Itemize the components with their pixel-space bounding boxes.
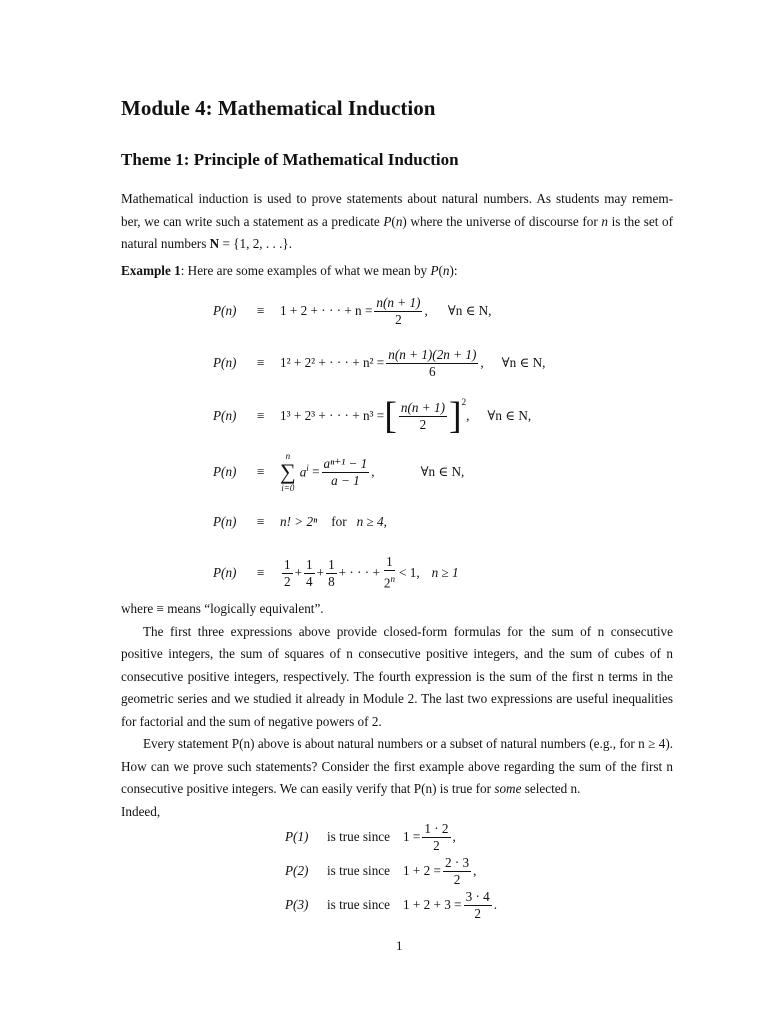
example-line: Example 1: Here are some examples of what we mean by P(n): bbox=[121, 263, 458, 278]
verify-2: P(2) is true since 1 + 2 = $\frac{2 \cdot 3}{2}$ , bbox=[285, 854, 477, 887]
intro-line-3a: set of natural numbers bbox=[121, 213, 673, 251]
eq4-den: a − 1 bbox=[331, 472, 360, 488]
indeed-line: Indeed, bbox=[121, 803, 161, 819]
eq3-tail: ∀n ∈ N, bbox=[487, 408, 532, 423]
v1-den: 2 bbox=[433, 837, 440, 853]
example-label: Example 1 bbox=[121, 263, 181, 278]
intro-line-1: Mathematical induction is used to prove statements about natural numbers. As students may remem- bbox=[121, 191, 673, 206]
verify-3: P(3) is true since 1 + 2 + 3 = $\frac{3 \cdot 4}{2}$ . bbox=[285, 888, 498, 921]
eq1-rel: ≡ bbox=[257, 303, 265, 318]
intro-line-2a: ber, we can write such a statement as a predicate bbox=[121, 213, 384, 229]
v2-text: is true since bbox=[327, 863, 390, 878]
v3-den: 2 bbox=[474, 905, 481, 921]
p2-l3a: the first n consecutive positive integers. We can easily verify that P(n) is true for bbox=[121, 758, 674, 796]
eq4-tail: ∀n ∈ N, bbox=[420, 464, 465, 479]
v2-num: 2 · 3 bbox=[444, 854, 470, 870]
body-paragraphs bbox=[121, 598, 673, 823]
v1-text: is true since bbox=[327, 829, 390, 844]
eq2-den: 6 bbox=[429, 363, 436, 379]
eq3-rhs: 1³ + 2³ + · · · + n³ = bbox=[280, 408, 385, 423]
eq5-mid: for bbox=[331, 514, 347, 529]
p2-l1: Every statement P(n) above is about natural numbers or a subset of natural numbers (e.g., for bbox=[143, 736, 635, 751]
sum-symbol: n ∑ i=0 bbox=[280, 451, 296, 493]
eq2-num: n(n + 1)(2n + 1) bbox=[388, 346, 477, 362]
v1-rhs: 1 = bbox=[403, 829, 421, 844]
intro-paragraph: Mathematical induction is used to prove statements about natural numbers. As students may remem- ber, we can write such a statement as a predicate P(n) where the universe of discourse for n is the set of natural numbers N = {1, 2, . . .}. bbox=[121, 191, 673, 251]
p1-l1: The first three expressions above provide closed-form formulas for the sum of n consecutive bbox=[143, 623, 673, 639]
equation-6: P(n) ≡ $\frac{1}{2}$ + $\frac{1}{4}$ + $\frac{1}{8}$ + · · · + $\frac{1}{2^n}$ < 1, n ≥ 1 bbox=[213, 554, 459, 591]
v2-lhs: P(2) bbox=[285, 863, 309, 878]
p1-l2: positive integers, the sum of squares of n consecutive positive integers, and the sum of cubes of bbox=[121, 646, 661, 661]
p1-l5: inequalities for factorial and the sum of negative powers of 2. bbox=[121, 691, 673, 729]
where-line: where ≡ means “logically equivalent”. bbox=[121, 601, 324, 616]
eq3-rel: ≡ bbox=[257, 408, 265, 423]
eq4-lhs: P(n) bbox=[213, 464, 237, 479]
v3-lhs: P(3) bbox=[285, 897, 309, 912]
intro-line-3b: = {1, 2, . . .}. bbox=[219, 236, 293, 251]
v3-num: 3 · 4 bbox=[465, 888, 490, 904]
eq5-lhs: P(n) bbox=[213, 514, 237, 529]
theme-heading: Theme 1: Principle of Mathematical Induction bbox=[121, 150, 459, 169]
v3-text: is true since bbox=[327, 897, 390, 912]
p1-l3: n consecutive positive integers, respectively. The fourth expression is the sum of the first n terms bbox=[121, 646, 673, 684]
eq1-den: 2 bbox=[395, 311, 402, 327]
eq1-lhs: P(n) bbox=[213, 303, 237, 318]
eq2-rhs: 1² + 2² + · · · + n² = bbox=[280, 355, 385, 370]
eq6-rel: ≡ bbox=[257, 565, 265, 580]
eq5-rel: ≡ bbox=[257, 514, 265, 529]
eq6-lhs: P(n) bbox=[213, 565, 237, 580]
eq5-rhs: n! > 2ⁿ bbox=[280, 514, 318, 529]
page-number: 1 bbox=[396, 938, 403, 953]
p1-l4: in the geometric series and we studied it already in Module 2. The last two expressions are useful bbox=[121, 668, 674, 706]
v2-rhs: 1 + 2 = bbox=[403, 863, 441, 878]
p2-l3b: some bbox=[494, 781, 522, 796]
equation-4: P(n) ≡ n ∑ i=0 $a^i$ = $\frac{\text{aⁿ⁺¹ − 1}}{a - 1}$ , ∀n ∈ N, bbox=[213, 451, 465, 493]
v1-num: 1 · 2 bbox=[424, 820, 449, 836]
p2-l2: n ≥ 4). How can we prove such statements? Consider the first example above regarding the sum of bbox=[121, 736, 674, 774]
v2-den: 2 bbox=[453, 871, 461, 887]
para-1 bbox=[121, 621, 673, 734]
p2-l3c: selected n. bbox=[521, 781, 581, 796]
example-text: : Here are some examples of what we mean by bbox=[180, 263, 431, 278]
eq4-rel: ≡ bbox=[257, 464, 265, 479]
module-title: Module 4: Mathematical Induction bbox=[121, 96, 436, 120]
eq3-lhs: P(n) bbox=[213, 408, 237, 423]
eq6-tail: < 1, bbox=[399, 565, 420, 580]
equation-1: P(n) ≡ 1 + 2 + · · · + n = $\frac{n(n + 1)}{2}$ , ∀n ∈ N, bbox=[213, 294, 492, 327]
v1-lhs: P(1) bbox=[285, 829, 309, 844]
intro-line-2c: is the bbox=[607, 213, 641, 229]
eq1-rhs: 1 + 2 + · · · + n = bbox=[280, 303, 373, 318]
eq1-num: n(n + 1) bbox=[376, 294, 421, 310]
equation-2: P(n) ≡ 1² + 2² + · · · + n² = $\frac{n(n + 1)(2n + 1)}{6}$ , ∀n ∈ N, bbox=[213, 346, 546, 379]
verify-1: P(1) is true since 1 = $\frac{1 \cdot 2}{2}$ , bbox=[285, 820, 456, 853]
eq3-den: 2 bbox=[419, 416, 427, 432]
eq1-tail: ∀n ∈ N, bbox=[447, 303, 492, 318]
eq5-tail: n ≥ 4, bbox=[356, 514, 387, 529]
eq2-tail: ∀n ∈ N, bbox=[501, 355, 546, 370]
v3-rhs: 1 + 2 + 3 = bbox=[403, 897, 462, 912]
para-2 bbox=[121, 733, 673, 801]
eq4-num: aⁿ⁺¹ − 1 bbox=[323, 455, 368, 471]
intro-line-2b: where the universe of discourse for bbox=[406, 213, 602, 229]
eq2-lhs: P(n) bbox=[213, 355, 237, 370]
eq6-cond: n ≥ 1 bbox=[431, 565, 459, 580]
equation-5 bbox=[0, 512, 768, 532]
equation-3: P(n) ≡ 1³ + 2³ + · · · + n³ = [ $\frac{n(n + 1)}{2}$ ] $^2$ , ∀n ∈ N, bbox=[213, 395, 532, 437]
eq2-rel: ≡ bbox=[257, 355, 265, 370]
eq3-num: n(n + 1) bbox=[400, 399, 445, 415]
